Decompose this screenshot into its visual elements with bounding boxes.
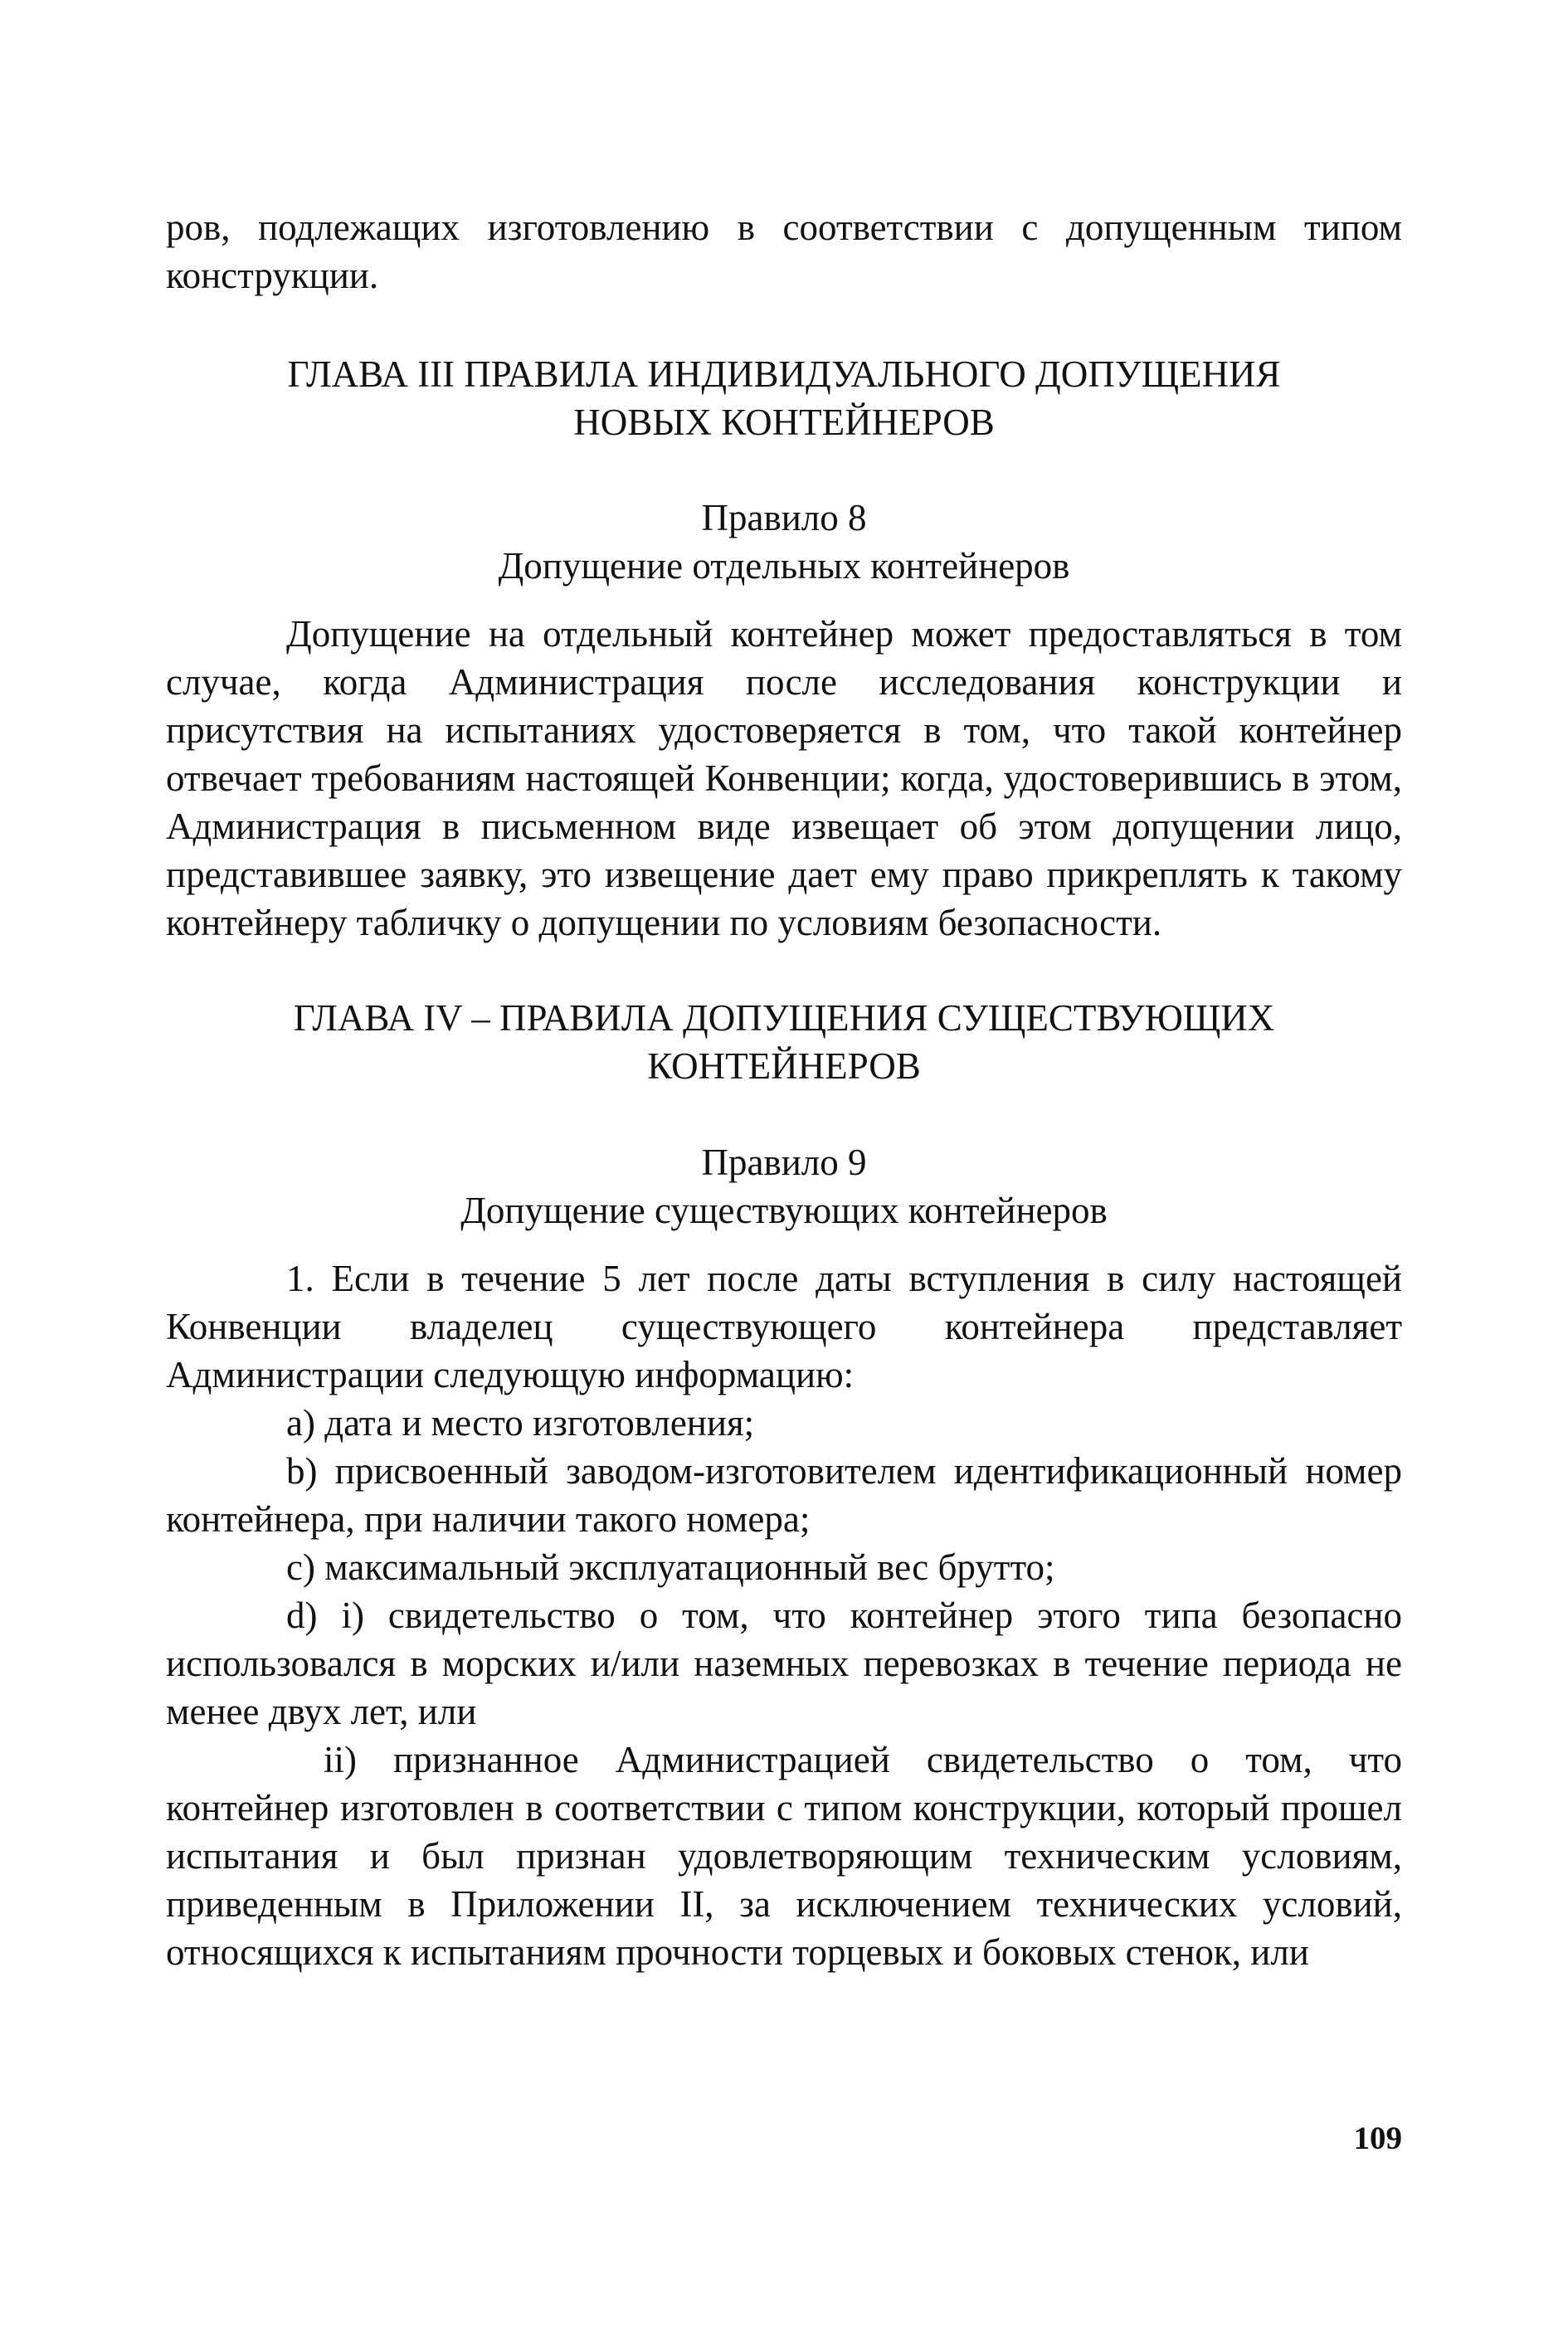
rule-8-paragraph [166, 610, 1402, 947]
rule-8-number: Правило 8 [701, 497, 867, 538]
rule-9-item-c: c) максимальный эксплуатационный вес брутто; [286, 1546, 1055, 1588]
rule-9-item-d-ii: ii) признанное Администрацией свидетельство о том, что контейнер изготовлен в соответствии с типом конструкции, который прошел испытания и был признан удовлетворяющим техническим условиям, приведенным в Приложении II, за исключением технических условий, относящихся к испытаниям прочности торцевых и боковых стенок, или [166, 1739, 1402, 1973]
chapter-4-title-line2: КОНТЕЙНЕРОВ [647, 1045, 921, 1087]
rule-8-heading [166, 494, 1402, 590]
rule-9-heading [166, 1138, 1402, 1234]
chapter-3-heading [166, 350, 1402, 446]
chapter-4-title-line1: ГЛАВА IV – ПРАВИЛА ДОПУЩЕНИЯ СУЩЕСТВУЮЩИХ [293, 997, 1275, 1039]
rule-9-item-a: a) дата и место изготовления; [286, 1402, 755, 1444]
rule-9-body [166, 1254, 1402, 1976]
chapter-3-title-line1: ГЛАВА III ПРАВИЛА ИНДИВИДУАЛЬНОГО ДОПУЩЕНИЯ [287, 353, 1281, 395]
rule-9-number: Правило 9 [701, 1142, 867, 1183]
continuation-text: ров, подлежащих изготовлению в соответствии с допущенным типом конструкции. [166, 207, 1402, 296]
rule-8-title: Допущение отдельных контейнеров [498, 545, 1070, 587]
page-number: 109 [1353, 2121, 1402, 2156]
chapter-4-heading [166, 994, 1402, 1090]
continuation-paragraph [166, 203, 1402, 299]
rule-9-title: Допущение существующих контейнеров [460, 1190, 1108, 1231]
chapter-3-title-line2: НОВЫХ КОНТЕЙНЕРОВ [573, 402, 995, 443]
rule-9-paragraph-1: 1. Если в течение 5 лет после даты вступления в силу настоящей Конвенции владелец существующего контейнера представляет Администрации следующую информацию: [166, 1258, 1402, 1395]
rule-9-item-d: d) i) свидетельство о том, что контейнер этого типа безопасно использовался в морских и/или наземных перевозках в течение периода не менее двух лет, или [166, 1595, 1402, 1732]
rule-8-text: Допущение на отдельный контейнер может предоставляться в том случае, когда Администрация после исследования конструкции и присутствия на испытаниях удостоверяется в том, что такой контейнер отвечает требованиям настоящей Конвенции; когда, удостоверившись в этом, Администрация в письменном виде извещает об этом допущении лицо, представившее заявку, это извещение дает ему право прикреплять к такому контейнеру табличку о допущении по условиям безопасности. [166, 613, 1402, 943]
rule-9-item-b: b) присвоенный заводом-изготовителем идентификационный номер контейнера, при наличии такого номера; [166, 1450, 1402, 1540]
